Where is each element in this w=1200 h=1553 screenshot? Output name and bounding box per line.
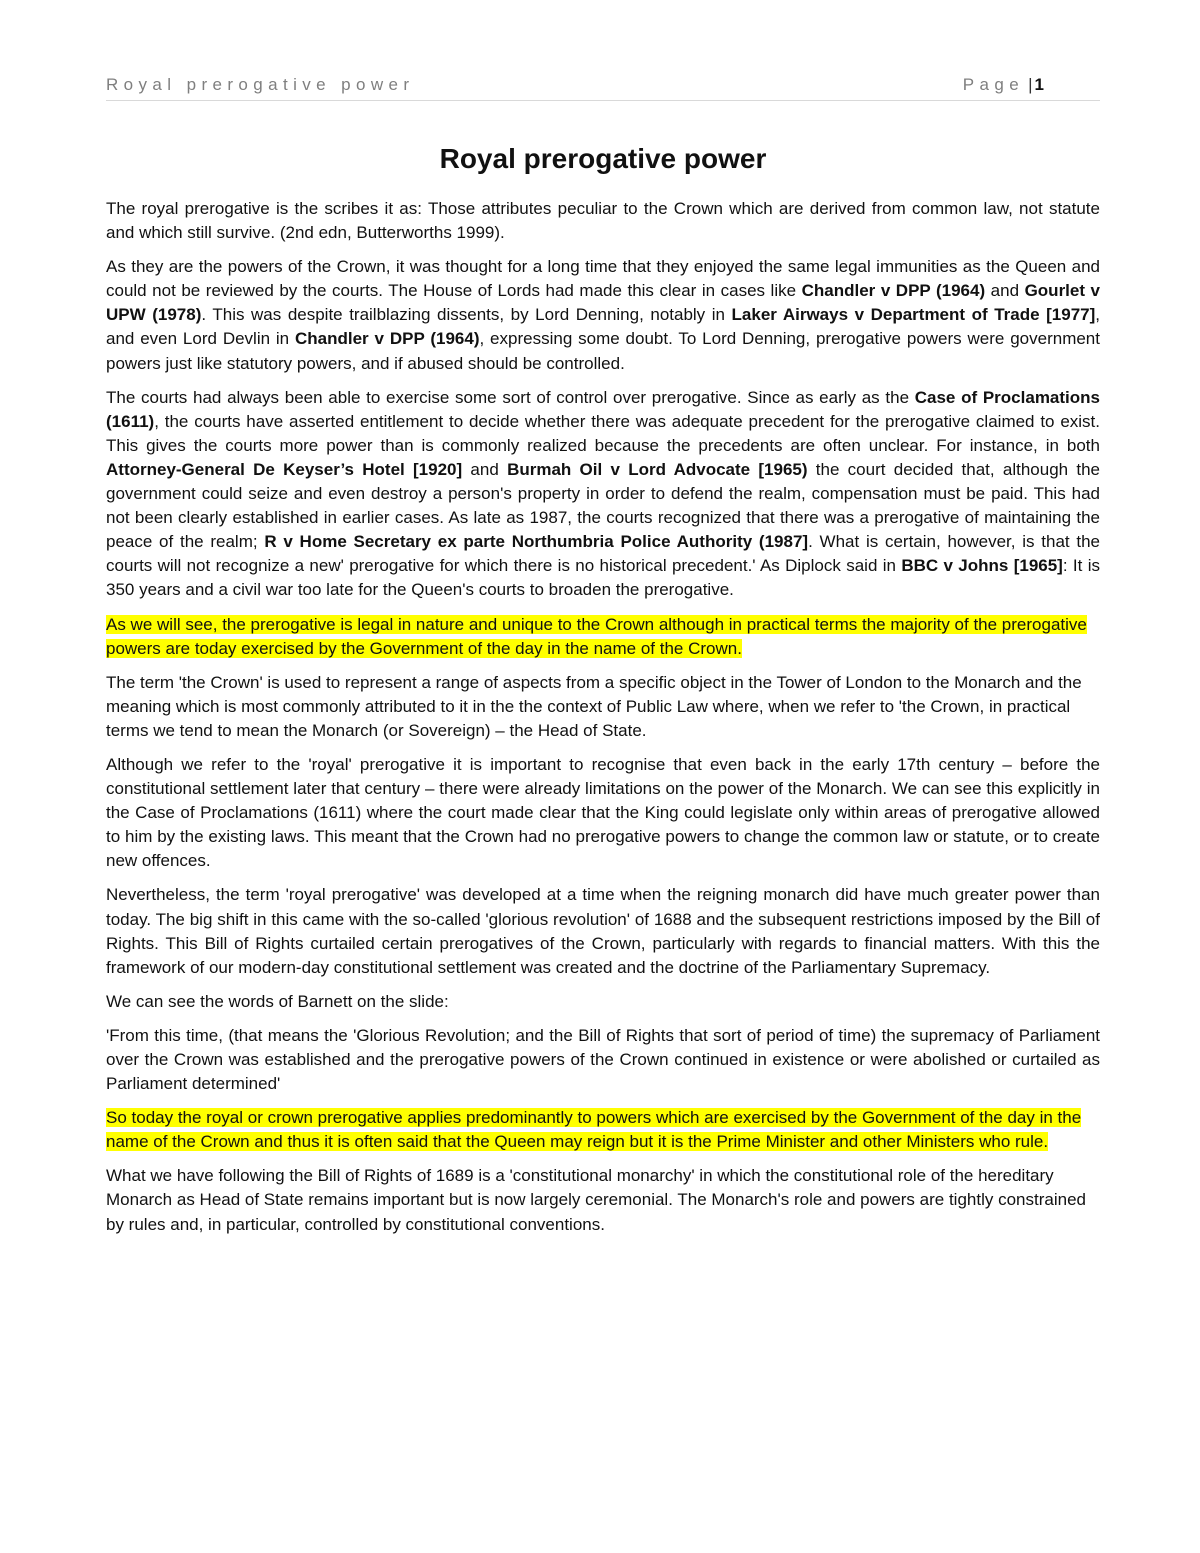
paragraph-text: Although we refer to the 'royal' prerogative it is important to recognise that even back in the early 17th century – before the constitutional settlement later that century – there were already limitations on the power of the Monarch. We can see this explicitly in the Case of Proclamations (1611) where the court made clear that the King could legislate only within areas of prerogative allowed to him by the existing laws. This meant that the Crown had no prerogative powers to change the common law or statute, or to create new offences. — [106, 754, 1100, 871]
paragraph-highlight-today — [106, 1106, 1100, 1154]
case-citation: Case of Proclamations (1611) — [106, 387, 1100, 431]
paragraph-text: What we have following the Bill of Rights of 1689 is a 'constitutional monarchy' in which the constitutional role of the hereditary Monarch as Head of State remains important but is now largely ceremonial. The Monarch's role and powers are tightly constrained by rules and, in particular, controlled by constitutional conventions. — [106, 1166, 1086, 1234]
paragraph-limitations — [106, 753, 1100, 873]
page-header — [106, 72, 1100, 101]
paragraph-text: . This was despite trailblazing dissents, by Lord Denning, notably in — [201, 305, 732, 325]
paragraph-text: and — [985, 281, 1025, 301]
paragraph-text: , the courts have asserted entitlement to decide whether there was adequate precedent for the prerogative claimed to exist. This gives the courts more power than is commonly realized because the precedents are often unclear. For instance, in both — [106, 411, 1100, 455]
paragraph-barnett-intro — [106, 990, 1100, 1014]
paragraph-text: The term 'the Crown' is used to represent a range of aspects from a specific object in the Tower of London to the Monarch and the meaning which is most commonly attributed to it in the the context of Public Law where, when we refer to 'the Crown, in practical terms we tend to mean the Monarch (or Sovereign) – the Head of State. — [106, 672, 1082, 740]
page-number: 1 — [1034, 75, 1044, 94]
paragraph-text: . What is certain, however, is that the courts will not recognize a new' prerogative for which there is no historical precedent.' As Diplock said in — [106, 532, 1100, 576]
case-citation: Chandler v DPP (1964) — [295, 329, 480, 349]
paragraph-text: the court decided that, although the government could seize and even destroy a person's property in order to defend the realm, compensation must be paid. This had not been clearly established in earlier cases. As late as 1987, the courts recognized that there was a prerogative of maintaining the peace of the realm; — [106, 459, 1100, 552]
highlighted-text: As we will see, the prerogative is legal in nature and unique to the Crown although in practical terms the majority of the prerogative powers are today exercised by the Government of the day in the name of the Crown. — [106, 614, 1087, 658]
paragraph-text: Nevertheless, the term 'royal prerogative' was developed at a time when the reigning monarch did have much greater power than today. The big shift in this came with the so-called 'glorious revolution' of 1688 and the subsequent restrictions imposed by the Bill of Rights. This Bill of Rights curtailed certain prerogatives of the Crown, particularly with regards to financial matters. With this the framework of our modern-day constitutional settlement was created and the doctrine of the Parliamentary Supremacy. — [106, 885, 1100, 977]
paragraph-text: The royal prerogative is the scribes it as: Those attributes peculiar to the Crown which are derived from common law, not statute and which still survive. (2nd edn, Butterworths 1999). — [106, 199, 1100, 243]
case-citation: R v Home Secretary ex parte Northumbria Police Authority (1987] — [264, 532, 809, 552]
quote-text: 'From this time, (that means the 'Glorious Revolution; and the Bill of Rights that sort of period of time) the supremacy of Parliament over the Crown was established and the prerogative powers of the Crown continued in existence or were abolished or curtailed as Parliament determined' — [106, 1025, 1100, 1094]
paragraph-text: As they are the powers of the Crown, it was thought for a long time that they enjoyed the same legal immunities as the Queen and could not be reviewed by the courts. The House of Lords had made this clear in cases like — [106, 257, 1100, 301]
paragraph-immunities — [106, 255, 1100, 375]
paragraph-constitutional-monarchy — [106, 1164, 1100, 1236]
paragraph-text: : It is 350 years and a civil war too late for the Queen's courts to broaden the prerogative. — [106, 556, 1100, 600]
page-label: Page — [962, 75, 1025, 94]
highlighted-text: So today the royal or crown prerogative applies predominantly to powers which are exercised by the Government of the day in the name of the Crown and thus it is often said that the Queen may reign but it is the Prime Minister and other Ministers who rule. — [106, 1108, 1082, 1152]
case-citation: BBC v Johns [1965] — [901, 556, 1063, 576]
paragraph-the-crown — [106, 671, 1100, 743]
paragraph-glorious-revolution — [106, 883, 1100, 979]
page-indicator — [963, 75, 1044, 95]
running-title: Royal prerogative power — [106, 75, 415, 94]
paragraph-highlight-legal-nature — [106, 613, 1100, 661]
case-citation: Gourlet v UPW (1978) — [106, 281, 1101, 325]
paragraph-text: , and even Lord Devlin in — [106, 305, 1101, 349]
document-body — [106, 197, 1100, 1247]
paragraph-text: and — [462, 459, 508, 479]
paragraph-definition — [106, 197, 1100, 245]
case-citation: Burmah Oil v Lord Advocate [1965) — [507, 459, 808, 479]
paragraph-court-control — [106, 386, 1100, 603]
paragraph-barnett-quote — [106, 1024, 1100, 1096]
paragraph-text: , expressing some doubt. To Lord Denning, prerogative powers were government powers just like statutory powers, and if abused should be controlled. — [106, 329, 1100, 373]
case-citation: Chandler v DPP (1964) — [801, 281, 986, 301]
paragraph-text: We can see the words of Barnett on the slide: — [106, 991, 449, 1011]
case-citation: Attorney-General De Keyser’s Hotel [1920] — [106, 459, 463, 479]
case-citation: Laker Airways v Department of Trade [1977] — [731, 305, 1096, 325]
paragraph-text: The courts had always been able to exercise some sort of control over prerogative. Since as early as the — [106, 387, 915, 407]
document-title: Royal prerogative power — [439, 143, 767, 174]
page-separator: | — [1028, 75, 1033, 94]
